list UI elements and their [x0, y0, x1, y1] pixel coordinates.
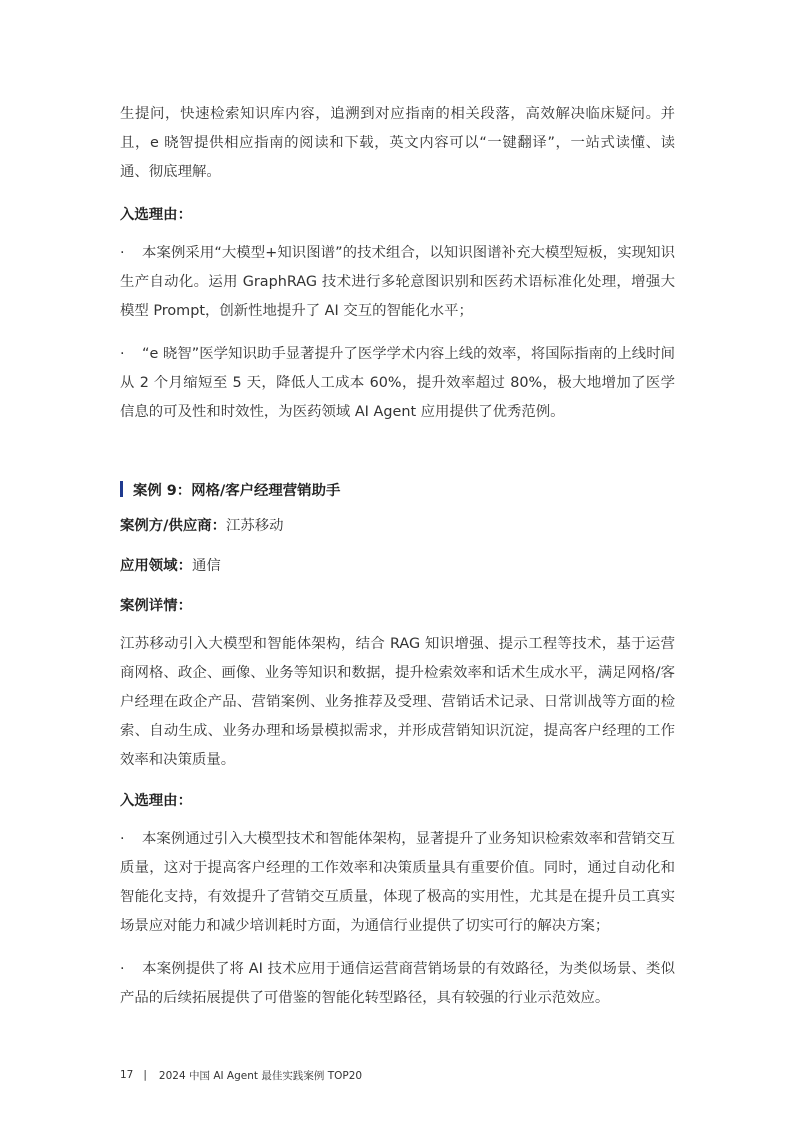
- application-field: [120, 556, 675, 576]
- reason-1-item-1: [120, 239, 675, 326]
- case-provider-label: 案例方/供应商：: [120, 518, 226, 534]
- details-paragraph: 江苏移动引入大模型和智能体架构，结合 RAG 知识增强、提示工程等技术，基于运营商网格、政企、画像、业务等知识和数据，提升检索效率和话术生成水平，满足网格/客户经理在政企产品、营销案例、业务推荐及受理、营销话术记录、日常训战等方面的检索、自动生成、业务办理和场景模拟需求，并形成营销知识沉淀，提高客户经理的工作效率和决策质量。: [120, 636, 675, 768]
- reason-label-1: 入选理由：: [120, 207, 192, 223]
- case-title: 案例 9：网格/客户经理营销助手: [133, 482, 341, 499]
- case-provider-value: 江苏移动: [226, 518, 284, 534]
- case-provider: [120, 516, 675, 536]
- case-heading: [120, 479, 675, 499]
- page-number: 17: [120, 1069, 134, 1081]
- reason-2-item-2-text: 本案例提供了将 AI 技术应用于通信运营商营销场景的有效路径，为类似场景、类似产品的后续拓展提供了可借鉴的智能化转型路径，具有较强的行业示范效应。: [120, 961, 675, 1006]
- bullet-icon: ·: [120, 831, 125, 847]
- footer-doc-title: 2024 中国 AI Agent 最佳实践案例 TOP20: [158, 1069, 363, 1082]
- reason-1-item-2-text: “e 晓智”医学知识助手显著提升了医学学术内容上线的效率，将国际指南的上线时间从 2 个月缩短至 5 天，降低人工成本 60%，提升效率超过 80%，极大地增加了医学信息的可及性和时效性，为医药领域 AI Agent 应用提供了优秀范例。: [120, 346, 675, 420]
- reason-label-2: 入选理由：: [120, 793, 192, 809]
- accent-bar: [120, 481, 123, 497]
- page-footer: [120, 1068, 362, 1082]
- reason-2-item-1: [120, 825, 675, 941]
- bullet-icon: ·: [120, 961, 125, 977]
- bullet-icon: ·: [120, 346, 125, 362]
- reason-1-item-1-text: 本案例采用“大模型+知识图谱”的技术组合，以知识图谱补充大模型短板，实现知识生产自动化。运用 GraphRAG 技术进行多轮意图识别和医药术语标准化处理，增强大模型 Prompt，创新性地提升了 AI 交互的智能化水平；: [120, 245, 675, 319]
- page-content: [120, 100, 675, 1013]
- details-label: 案例详情：: [120, 598, 192, 614]
- reason-2-item-1-text: 本案例通过引入大模型技术和智能体架构，显著提升了业务知识检索效率和营销交互质量，这对于提高客户经理的工作效率和决策质量具有重要价值。同时，通过自动化和智能化支持，有效提升了营销交互质量，体现了极高的实用性，尤其是在提升员工真实场景应对能力和减少培训耗时方面，为通信行业提供了切实可行的解决方案；: [120, 831, 675, 934]
- footer-separator: |: [143, 1069, 147, 1081]
- reason-1-item-2: [120, 340, 675, 427]
- intro-paragraph: 生提问，快速检索知识库内容，追溯到对应指南的相关段落，高效解决临床疑问。并且，e 晓智提供相应指南的阅读和下载，英文内容可以“一键翻译”，一站式读懂、读通、彻底理解。: [120, 106, 675, 180]
- bullet-icon: ·: [120, 245, 125, 261]
- field-label: 应用领域：: [120, 558, 192, 574]
- field-value: 通信: [191, 558, 221, 574]
- reason-2-item-2: [120, 955, 675, 1013]
